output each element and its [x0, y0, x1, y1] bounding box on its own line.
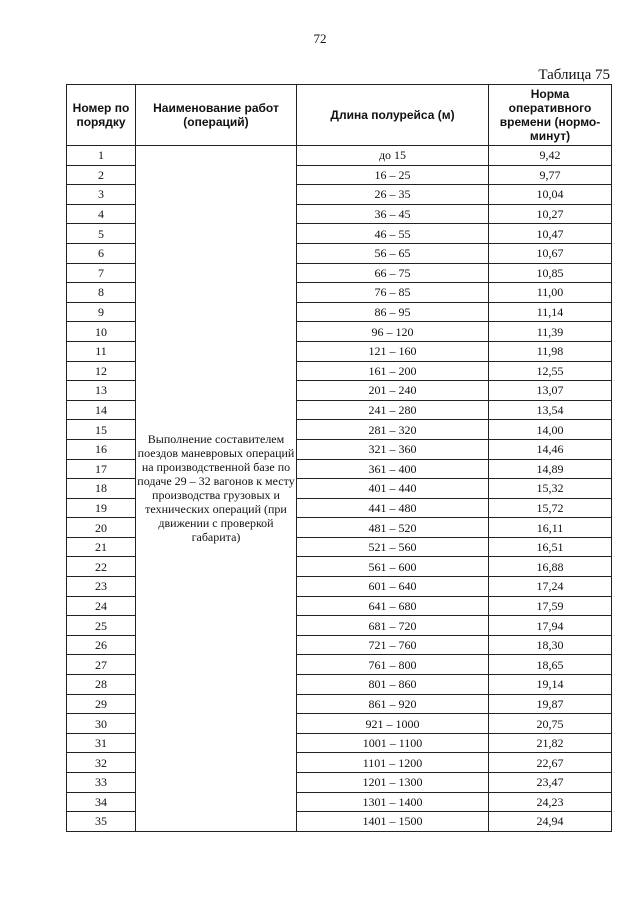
table-row [67, 146, 612, 166]
time-norm: 13,07 [489, 381, 612, 401]
row-number: 22 [67, 557, 136, 577]
row-number: 9 [67, 302, 136, 322]
half-run-length: 76 – 85 [297, 283, 489, 303]
half-run-length: 561 – 600 [297, 557, 489, 577]
half-run-length: 96 – 120 [297, 322, 489, 342]
time-norm: 14,46 [489, 439, 612, 459]
time-norm: 24,23 [489, 792, 612, 812]
half-run-length: 1101 – 1200 [297, 753, 489, 773]
time-norm: 17,94 [489, 616, 612, 636]
time-norm: 17,24 [489, 577, 612, 597]
half-run-length: 56 – 65 [297, 243, 489, 263]
time-norm: 18,65 [489, 655, 612, 675]
half-run-length: 241 – 280 [297, 400, 489, 420]
header-operation: Наименование работ (операций) [136, 85, 297, 146]
row-number: 23 [67, 577, 136, 597]
half-run-length: 16 – 25 [297, 165, 489, 185]
half-run-length: 1001 – 1100 [297, 733, 489, 753]
time-norm: 24,94 [489, 812, 612, 832]
time-norm: 20,75 [489, 714, 612, 734]
half-run-length: 36 – 45 [297, 204, 489, 224]
time-norm: 10,04 [489, 185, 612, 205]
row-number: 7 [67, 263, 136, 283]
half-run-length: 161 – 200 [297, 361, 489, 381]
row-number: 27 [67, 655, 136, 675]
half-run-length: 361 – 400 [297, 459, 489, 479]
row-number: 12 [67, 361, 136, 381]
time-norm: 17,59 [489, 596, 612, 616]
row-number: 28 [67, 675, 136, 695]
time-norm: 11,39 [489, 322, 612, 342]
table-body [67, 146, 612, 832]
time-norm: 16,11 [489, 518, 612, 538]
row-number: 10 [67, 322, 136, 342]
row-number: 3 [67, 185, 136, 205]
time-norm: 19,87 [489, 694, 612, 714]
time-norm: 16,88 [489, 557, 612, 577]
half-run-length: 46 – 55 [297, 224, 489, 244]
half-run-length: 601 – 640 [297, 577, 489, 597]
header-length: Длина полурейса (м) [297, 85, 489, 146]
row-number: 19 [67, 498, 136, 518]
half-run-length: 861 – 920 [297, 694, 489, 714]
row-number: 21 [67, 537, 136, 557]
row-number: 20 [67, 518, 136, 538]
row-number: 29 [67, 694, 136, 714]
row-number: 2 [67, 165, 136, 185]
half-run-length: 1201 – 1300 [297, 773, 489, 793]
row-number: 8 [67, 283, 136, 303]
time-norm: 22,67 [489, 753, 612, 773]
time-norm: 15,32 [489, 479, 612, 499]
time-norm: 10,47 [489, 224, 612, 244]
time-norm: 21,82 [489, 733, 612, 753]
time-norm: 18,30 [489, 635, 612, 655]
time-norm: 9,42 [489, 146, 612, 166]
half-run-length: 26 – 35 [297, 185, 489, 205]
row-number: 26 [67, 635, 136, 655]
half-run-length: 1401 – 1500 [297, 812, 489, 832]
time-norm: 12,55 [489, 361, 612, 381]
row-number: 5 [67, 224, 136, 244]
half-run-length: 801 – 860 [297, 675, 489, 695]
page-number: 72 [313, 31, 327, 46]
half-run-length: 761 – 800 [297, 655, 489, 675]
time-norm: 11,00 [489, 283, 612, 303]
half-run-length: 521 – 560 [297, 537, 489, 557]
time-norm: 11,98 [489, 341, 612, 361]
row-number: 11 [67, 341, 136, 361]
half-run-length: 681 – 720 [297, 616, 489, 636]
half-run-length: до 15 [297, 146, 489, 166]
half-run-length: 721 – 760 [297, 635, 489, 655]
time-norm: 10,27 [489, 204, 612, 224]
half-run-length: 1301 – 1400 [297, 792, 489, 812]
row-number: 6 [67, 243, 136, 263]
header-row [67, 85, 612, 146]
time-norm: 16,51 [489, 537, 612, 557]
time-norm: 13,54 [489, 400, 612, 420]
row-number: 24 [67, 596, 136, 616]
half-run-length: 441 – 480 [297, 498, 489, 518]
row-number: 14 [67, 400, 136, 420]
row-number: 34 [67, 792, 136, 812]
row-number: 16 [67, 439, 136, 459]
time-norm: 15,72 [489, 498, 612, 518]
half-run-length: 641 – 680 [297, 596, 489, 616]
half-run-length: 401 – 440 [297, 479, 489, 499]
half-run-length: 281 – 320 [297, 420, 489, 440]
row-number: 35 [67, 812, 136, 832]
time-norm: 9,77 [489, 165, 612, 185]
row-number: 18 [67, 479, 136, 499]
time-norm: 14,89 [489, 459, 612, 479]
time-norm: 10,67 [489, 243, 612, 263]
time-norm: 14,00 [489, 420, 612, 440]
row-number: 1 [67, 146, 136, 166]
row-number: 25 [67, 616, 136, 636]
row-number: 33 [67, 773, 136, 793]
time-norm: 11,14 [489, 302, 612, 322]
time-norm: 10,85 [489, 263, 612, 283]
header-norm: Норма оперативного времени (нормо-минут) [489, 85, 612, 146]
half-run-length: 121 – 160 [297, 341, 489, 361]
half-run-length: 321 – 360 [297, 439, 489, 459]
table-caption: Таблица 75 [538, 67, 610, 83]
half-run-length: 201 – 240 [297, 381, 489, 401]
row-number: 32 [67, 753, 136, 773]
norms-table [66, 84, 612, 832]
row-number: 17 [67, 459, 136, 479]
header-order: Номер по порядку [67, 85, 136, 146]
row-number: 4 [67, 204, 136, 224]
time-norm: 19,14 [489, 675, 612, 695]
row-number: 31 [67, 733, 136, 753]
row-number: 15 [67, 420, 136, 440]
row-number: 13 [67, 381, 136, 401]
table-header [67, 85, 612, 146]
operation-name: Выполнение составителем поездов маневровых операций на производственной базе по подаче 29 – 32 вагонов к месту производства грузовых и технических операций (при движении с проверкой габарита) [136, 146, 297, 832]
half-run-length: 921 – 1000 [297, 714, 489, 734]
time-norm: 23,47 [489, 773, 612, 793]
half-run-length: 86 – 95 [297, 302, 489, 322]
half-run-length: 481 – 520 [297, 518, 489, 538]
row-number: 30 [67, 714, 136, 734]
half-run-length: 66 – 75 [297, 263, 489, 283]
